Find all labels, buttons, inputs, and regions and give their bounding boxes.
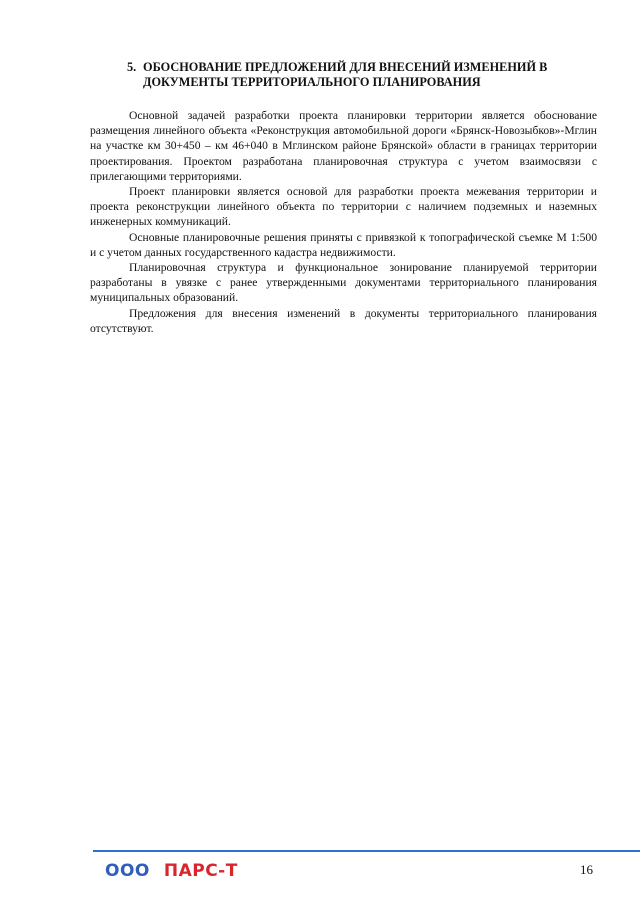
footer-divider [93, 850, 640, 852]
paragraph: Основные планировочные решения приняты с привязкой к топографической съемке М 1:500 и с учетом данных государственного кадастра недвижимости. [90, 230, 597, 259]
section-number: 5. [127, 60, 137, 74]
section-title: ОБОСНОВАНИЕ ПРЕДЛОЖЕНИЙ ДЛЯ ВНЕСЕНИЙ ИЗМЕНЕНИЙ В ДОКУМЕНТЫ ТЕРРИТОРИАЛЬНОГО ПЛАНИРОВАНИЯ [143, 60, 548, 89]
paragraph: Планировочная структура и функциональное зонирование планируемой территории разработаны в увязке с ранее утвержденными документами территориального планирования муниципальных образований. [90, 261, 597, 305]
section-heading [127, 60, 597, 90]
body-text [90, 108, 597, 336]
page-number: 16 [580, 862, 593, 877]
logo-brand-text: ПАРС-Т [163, 861, 238, 881]
paragraph: Предложения для внесения изменений в документы территориального планирования отсутствуют. [90, 306, 597, 335]
paragraph: Проект планировки является основой для разработки проекта межевания территории и проекта реконструкции линейного объекта по территории с наличием подземных и наземных инженерных коммуникаций. [90, 185, 597, 229]
logo-ooo-text: ООО [105, 861, 150, 881]
company-logo [105, 861, 238, 881]
paragraph: Основной задачей разработки проекта планировки территории является обоснование размещения линейного объекта «Реконструкция автомобильной дороги «Брянск-Новозыбков»-Мглин на участке км 30+450 – км 46+040 в Мглинском районе Брянской» области в границах территории проектирования. Проектом разработана планировочная структура с учетом взаимосвязи с прилегающими территориями. [90, 109, 597, 183]
